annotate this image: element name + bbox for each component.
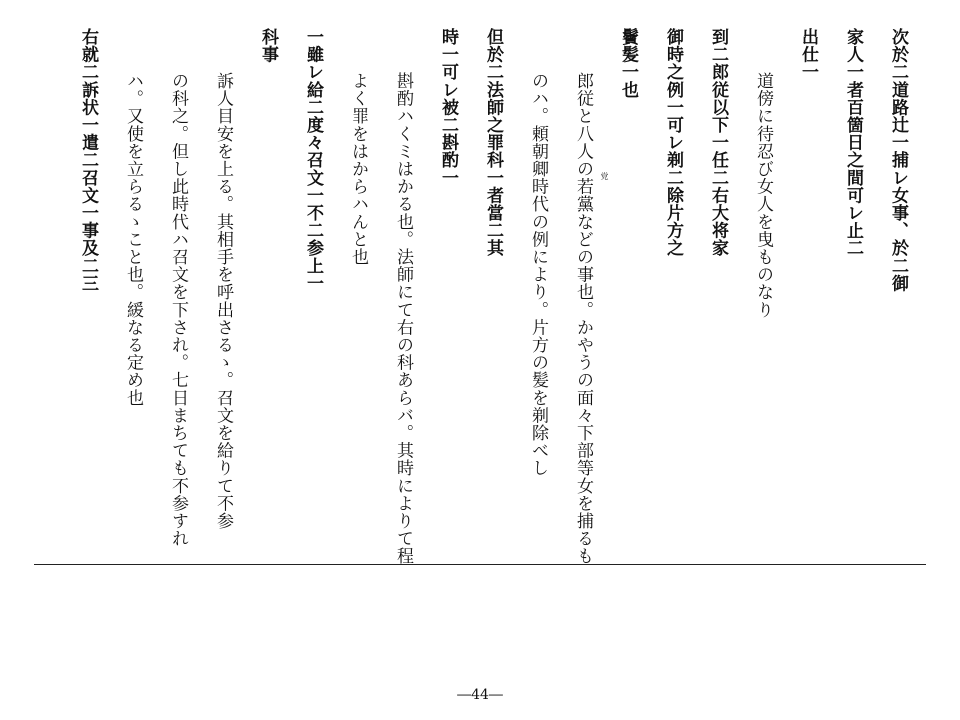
horizontal-divider (34, 564, 926, 565)
text-column-2: 家人一者百箇日之間可レ止二 (843, 28, 863, 257)
text-column-11: 時一可レ被二斟酌一 (438, 28, 458, 187)
text-column-14: 一雖レ給二度々召文一不二参上一 (303, 28, 323, 292)
text-column-5: 到二郎従以下一任二右大将家 (708, 28, 728, 257)
page-number: ―44― (457, 687, 503, 703)
text-column-1: 次於二道路辻一捕レ女事、於二御 (888, 28, 908, 292)
text-column-15: 科事 (258, 28, 278, 64)
text-column-9: のハ。頼朝卿時代の例により。片方の髪を剃除べし (528, 72, 548, 477)
text-column-6: 御時之例一可レ剃二除片方之 (663, 28, 683, 257)
text-column-12: 斟酌ハくミはかる也。法師にて右の科あらバ。其時によりて程 (393, 72, 413, 565)
text-column-8: 郎従と八人の若黨などの事也。かやうの面々下部等女を捕るも (573, 72, 593, 565)
text-column-10: 但於二法師之罪科一者當二其 (483, 28, 503, 257)
text-column-18: ハ。又使を立らるゝこと也。緩なる定め也 (123, 72, 143, 407)
text-column-16: 訴人目安を上る。其相手を呼出さるゝ。召文を給りて不参 (213, 72, 233, 530)
text-column-17: の科之。但し此時代ハ召文を下され。七日まちても不参すれ (168, 72, 188, 548)
text-column-4: 道傍に待忍び女人を曳ものなり (753, 72, 773, 319)
text-column-3: 出仕一 (798, 28, 818, 81)
ruby-annotation: 党 (600, 172, 609, 181)
text-column-7: 鬢髪一也 (618, 28, 638, 99)
text-column-19: 右就二訴状一遣二召文一事及二三 (78, 28, 98, 292)
text-column-13: よく罪をはからハんと也 (348, 72, 368, 266)
vertical-text-body (60, 28, 910, 565)
